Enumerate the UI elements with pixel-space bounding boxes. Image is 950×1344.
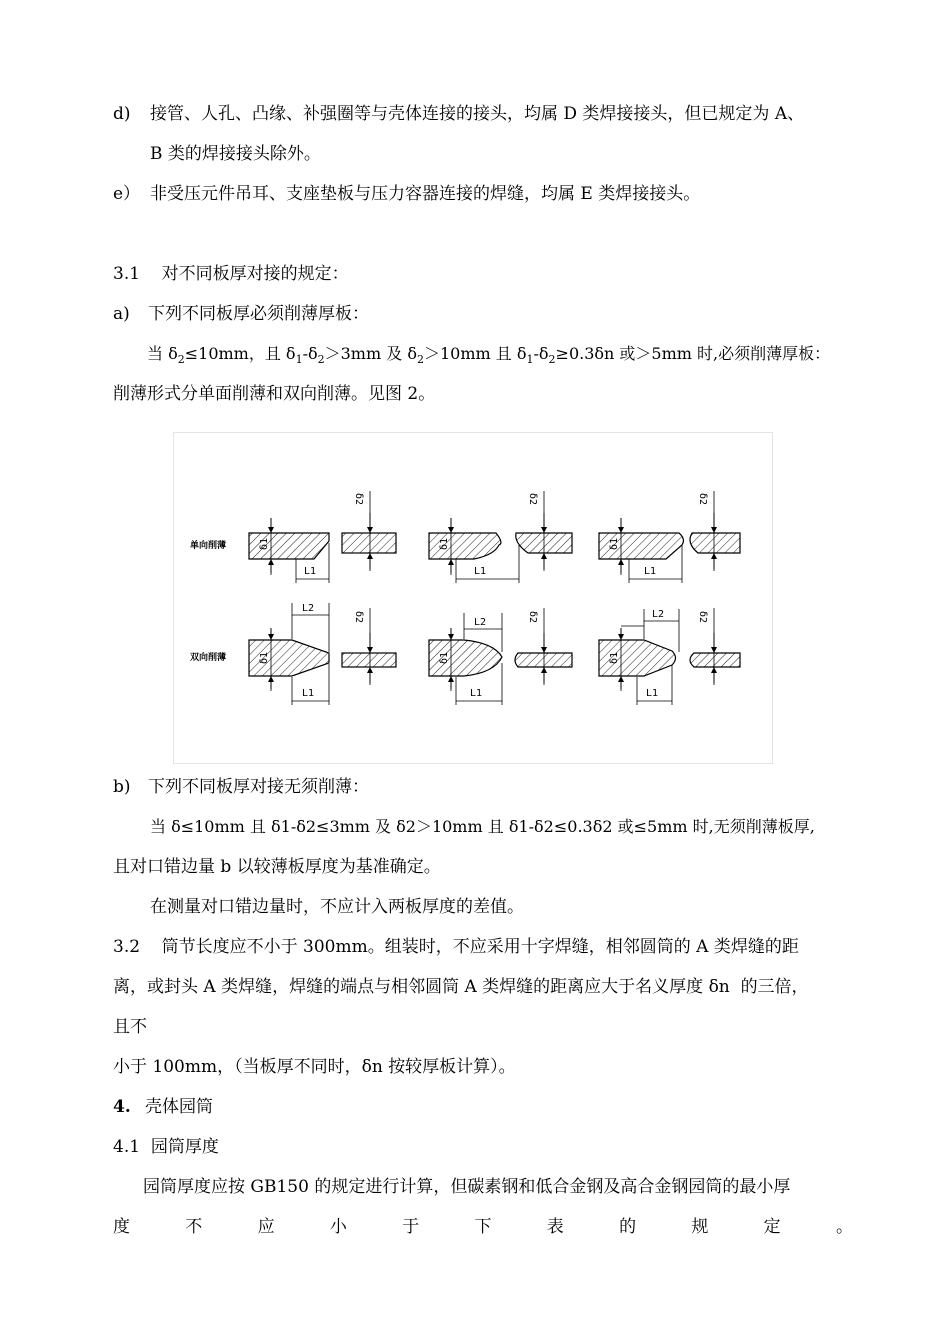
thinning-condition-line2: 削薄形式分单面削薄和双向削薄。见图 2。 (113, 384, 436, 404)
thinning-figure (173, 432, 773, 764)
single-variant-2 (429, 491, 572, 583)
single-variant-3 (599, 491, 740, 583)
item-b-marker: b) (113, 777, 131, 797)
delta2-label: δ2 (697, 611, 708, 624)
section-3-2-line3: 且不 (113, 1017, 147, 1037)
section-4-number: 4. (113, 1097, 131, 1117)
delta2-label: δ2 (353, 493, 364, 506)
label-single-side: 单向削薄 (190, 541, 227, 551)
delta1-label: δ1 (439, 537, 450, 550)
delta1-label: δ1 (609, 651, 620, 664)
delta2-label: δ2 (527, 611, 538, 624)
double-variant-2 (429, 608, 572, 705)
item-b-text: 下列不同板厚对接无须削薄： (148, 777, 369, 797)
item-d-text-line1: 接管、人孔、凸缘、补强圈等与壳体连接的接头，均属 D 类焊接接头，但已规定为 A、 (150, 104, 805, 124)
L1-label: L1 (302, 688, 315, 699)
item-b-condition-line1: 当 δ≤10mm 且 δ1-δ2≤3mm 及 δ2＞10mm 且 δ1-δ2≤0.3δ2 或≤5mm 时,无须削薄板厚, (150, 817, 815, 836)
double-variant-1 (249, 603, 396, 705)
section-4-heading: 壳体园筒 (145, 1097, 213, 1117)
item-b-condition-line2: 且对口错边量 b 以较薄板厚度为基准确定。 (113, 857, 441, 877)
delta1-label: δ1 (439, 651, 450, 664)
label-double-side: 双向削薄 (190, 653, 227, 663)
L1-label: L1 (646, 688, 659, 699)
section-4-1-para-line2: 度 不 应 小 于 下 表 的 规 定 。 (113, 1217, 853, 1237)
section-4-1-para-line1: 园筒厚度应按 GB150 的规定进行计算，但碳素钢和低合金钢及高合金钢园筒的最小厚 (143, 1177, 791, 1197)
delta2-label: δ2 (353, 611, 364, 624)
L2-label: L2 (302, 603, 315, 614)
L1-label: L1 (470, 688, 483, 699)
delta2-label: δ2 (527, 493, 538, 506)
L1-label: L1 (474, 566, 487, 577)
section-3-2-line1: 3.2 筒节长度应不小于 300mm。组装时，不应采用十字焊缝，相邻圆筒的 A 类焊缝的距 (113, 937, 799, 957)
item-b-note: 在测量对口错边量时，不应计入两板厚度的差值。 (150, 897, 524, 917)
L2-label: L2 (652, 609, 665, 620)
item-d-text-line2: B 类的焊接接头除外。 (150, 144, 321, 164)
item-a-marker: a) (113, 304, 130, 324)
section-3-1-heading: 3.1 对不同板厚对接的规定： (113, 264, 349, 284)
single-variant-1 (249, 491, 396, 583)
double-variant-3 (599, 608, 740, 705)
item-d-marker: d) (113, 104, 131, 124)
item-a-text: 下列不同板厚必须削薄厚板： (148, 304, 369, 324)
L2-label: L2 (474, 617, 487, 628)
delta1-label: δ1 (259, 537, 270, 550)
section-3-2-line4: 小于 100mm，（当板厚不同时，δn 按较厚板计算）。 (113, 1057, 516, 1077)
delta2-label: δ2 (697, 493, 708, 506)
section-4-1-heading: 4.1 园筒厚度 (113, 1137, 219, 1157)
section-3-2-line2: 离，或封头 A 类焊缝，焊缝的端点与相邻圆筒 A 类焊缝的距离应大于名义厚度 δn 的三倍， (113, 977, 809, 997)
L1-label: L1 (644, 566, 657, 577)
delta1-label: δ1 (609, 537, 620, 550)
delta1-label: δ1 (259, 651, 270, 664)
thinning-condition: 当 $\delta_2\le 10mm$，且 $\delta_1-\delta_2>3mm$ 及 $\delta_2>10mm$ 且 $\delta_1-\delta_2\ge 0.3\delta n$ 或＞5mm 时,必须削薄厚板： (147, 344, 831, 366)
L1-label: L1 (304, 566, 317, 577)
item-e-marker: e） (113, 184, 141, 204)
item-e-text: 非受压元件吊耳、支座垫板与压力容器连接的焊缝，均属 E 类焊接接头。 (150, 184, 701, 204)
